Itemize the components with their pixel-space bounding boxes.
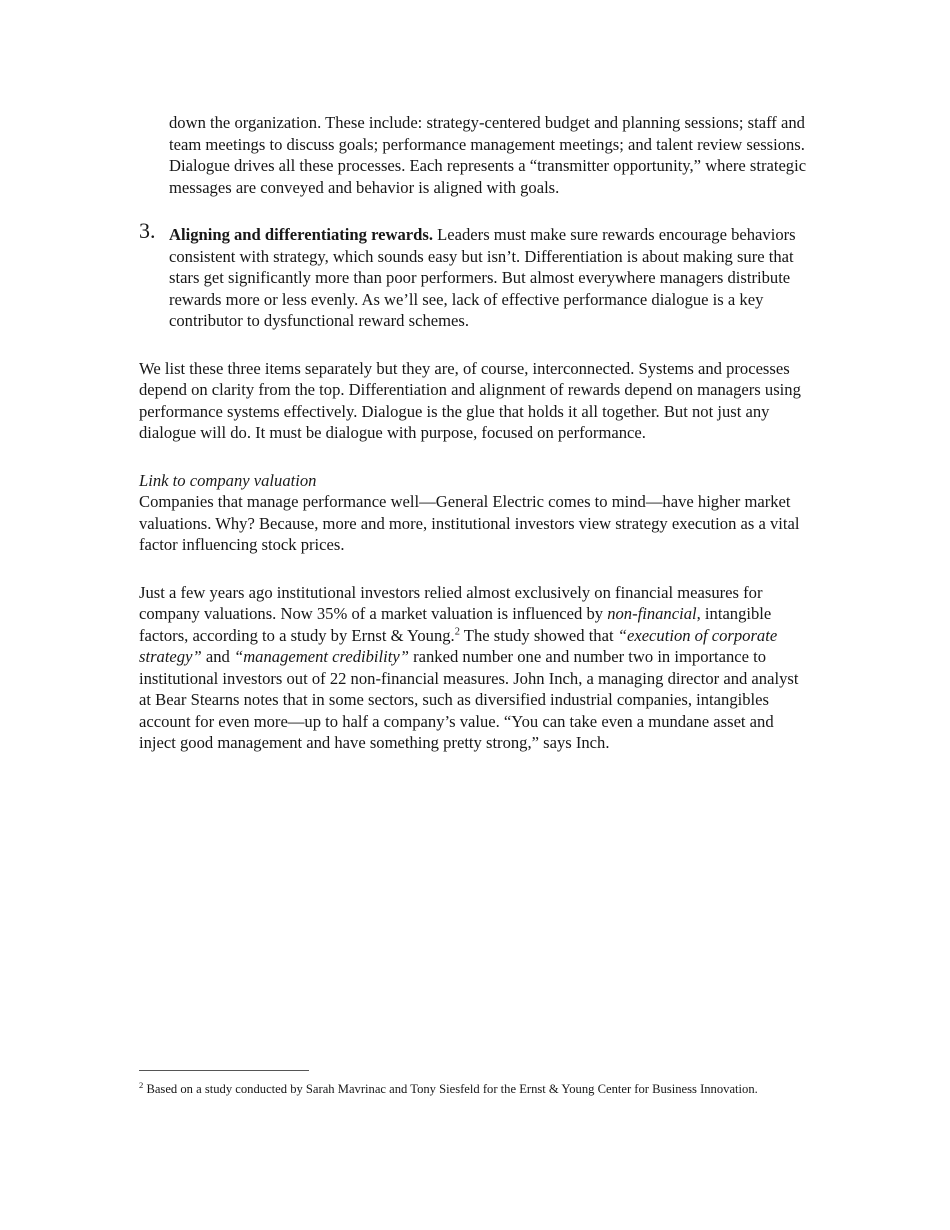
footnote-body-text: Based on a study conducted by Sarah Mavrinac and Tony Siesfeld for the Ernst & Young Center for Business Innovation. <box>143 1082 758 1096</box>
interconnected-paragraph: We list these three items separately but they are, of course, interconnected. Systems and processes depend on clarity from the top. Differentiation and alignment of rewards depend on managers using performance systems effectively. Dialogue is the glue that holds it all together. But not just any dialogue will do. It must be dialogue with purpose, focused on performance. <box>139 358 801 442</box>
quoted-phrase-management-credibility: “management credibility” <box>233 647 409 666</box>
list-item-text: Leaders must make sure rewards encourage behaviors consistent with strategy, which sounds easy but isn’t. Differentiation is about making sure that stars get significantly more than poor performers. But almost everywhere managers distribute rewards more or less evenly. As we’ll see, lack of effective performance dialogue is a key contributor to dysfunctional reward schemes. <box>169 225 796 330</box>
continued-list-paragraph: down the organization. These include: strategy-centered budget and planning sessions; staff and team meetings to discuss goals; performance management meetings; and talent review sessions. Dialogue drives all these processes. Each represents a “transmitter opportunity,” where strategic messages are conveyed and behavior is aligned with goals. <box>169 113 807 197</box>
valuation-intro-paragraph: Companies that manage performance well—General Electric comes to mind—have higher market valuations. Why? Because, more and more, institutional investors view strategy execution as a vital factor influencing stock prices. <box>139 492 800 554</box>
quoted-phrase-execution-of-corporate-strategy: “execution of corporate strategy” <box>139 625 778 666</box>
emphasis-non-financial: non-financial <box>607 604 697 623</box>
valuation-text-part3: The study showed that <box>459 625 618 645</box>
valuation-text-part2: , intangible factors, according to a study by Ernst & Young. <box>139 604 772 645</box>
valuation-text-part4: and <box>201 647 234 666</box>
footnote-entry <box>139 1080 779 1098</box>
list-item-marker: 3. <box>139 218 156 243</box>
valuation-section <box>139 470 811 556</box>
list-item-body <box>169 225 796 330</box>
page-body <box>139 112 811 754</box>
list-item-lead-in: Aligning and differentiating rewards. <box>169 225 433 244</box>
numbered-list-item-3 <box>139 218 811 332</box>
footnote-number: 2 <box>139 1079 144 1090</box>
valuation-detail-paragraph <box>139 582 811 754</box>
footnote-reference-marker: 2 <box>454 625 460 637</box>
valuation-text-part1: Just a few years ago institutional investors relied almost exclusively on financial measures for company valuations. Now 35% of a market valuation is influenced by <box>139 582 763 623</box>
footnote-separator-rule <box>139 1070 309 1071</box>
footnote-area <box>139 1070 811 1098</box>
valuation-text-part5: ranked number one and number two in importance to institutional investors out of 22 non-financial measures. John Inch, a managing director and analyst at Bear Stearns notes that in some sectors, such as diversified industrial companies, intangibles account for even more—up to half a company’s value. “You can take even a mundane asset and inject good management and have something pretty strong,” says Inch. <box>139 647 799 752</box>
section-heading-link-to-company-valuation: Link to company valuation <box>139 470 317 490</box>
